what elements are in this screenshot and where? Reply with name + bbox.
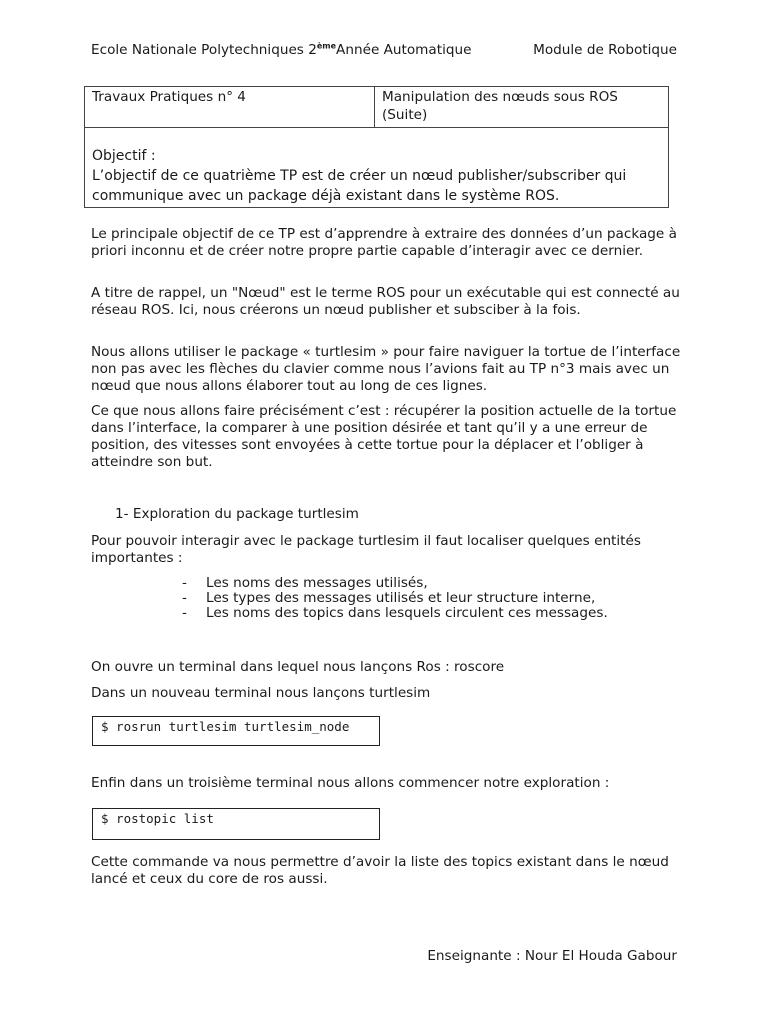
objective-text: L’objectif de ce quatrième TP est de créer un nœud publisher/subscriber qui communique avec un package déjà existant dans le système ROS. xyxy=(92,168,627,204)
intro-paragraph-2: A titre de rappel, un "Nœud" est le terme ROS pour un exécutable qui est connecté au réseau ROS. Ici, nous créerons un nœud publisher et subsciber à la fois. xyxy=(91,285,680,318)
header-school-prefix: Ecole Nationale Polytechniques 2 xyxy=(91,42,317,58)
tp-objective-cell xyxy=(85,128,669,208)
objective-label: Objectif : xyxy=(92,148,156,164)
list-item: - Les noms des messages utilisés, xyxy=(182,575,428,591)
intro-paragraph-3: Nous allons utiliser le package « turtlesim » pour faire naviguer la tortue de l’interface non pas avec les flèches du clavier comme nous l’avions fait au TP n°3 mais avec un nœud que nous allons élaborer tout au long de ces lignes. xyxy=(91,344,681,394)
code-box-rostopic xyxy=(92,808,380,840)
header-module: Module de Robotique xyxy=(533,42,677,58)
requirements-list xyxy=(182,576,608,621)
header-school-sup: ème xyxy=(316,41,337,51)
footer-teacher: Enseignante : Nour El Houda Gabour xyxy=(427,948,677,964)
tp-objective-row xyxy=(85,128,669,208)
intro-paragraph-4: Ce que nous allons faire précisément c’est : récupérer la position actuelle de la tortue dans l’interface, la comparer à une position désirée et tant qu’il y a une erreur de position, des vitesses sont envoyées à cette tortue pour la déplacer et l’obliger à atteindre son but. xyxy=(91,403,677,470)
tp-title-row xyxy=(85,87,669,128)
tp-title-cell: Manipulation des nœuds sous ROS (Suite) xyxy=(375,87,669,128)
list-item: - Les noms des topics dans lesquels circulent ces messages. xyxy=(182,605,608,621)
section-1-conclusion: Cette commande va nous permettre d’avoir la liste des topics existant dans le nœud lancé et ceux du core de ros aussi. xyxy=(91,854,669,887)
list-item: - Les types des messages utilisés et leur structure interne, xyxy=(182,590,596,606)
intro-paragraph-1: Le principale objectif de ce TP est d’apprendre à extraire des données d’un package à priori inconnu et de créer notre propre partie capable d’interagir avec ce dernier. xyxy=(91,226,677,259)
terminal-step-3: Enfin dans un troisième terminal nous allons commencer notre exploration : xyxy=(91,775,610,791)
header-school xyxy=(91,42,471,58)
code-rosrun: $ rosrun turtlesim turtlesim_node xyxy=(101,719,350,734)
header-school-suffix: Année Automatique xyxy=(336,42,472,58)
terminal-step-2: Dans un nouveau terminal nous lançons turtlesim xyxy=(91,685,431,701)
code-box-rosrun xyxy=(92,716,380,746)
section-1-title: 1- Exploration du package turtlesim xyxy=(115,506,359,522)
code-rostopic: $ rostopic list xyxy=(101,811,214,826)
section-1-lead: Pour pouvoir interagir avec le package turtlesim il faut localiser quelques entités importantes : xyxy=(91,533,641,566)
tp-number-cell: Travaux Pratiques n° 4 xyxy=(85,87,375,128)
terminal-step-1: On ouvre un terminal dans lequel nous lançons Ros : roscore xyxy=(91,659,505,675)
tp-info-table xyxy=(84,86,669,208)
